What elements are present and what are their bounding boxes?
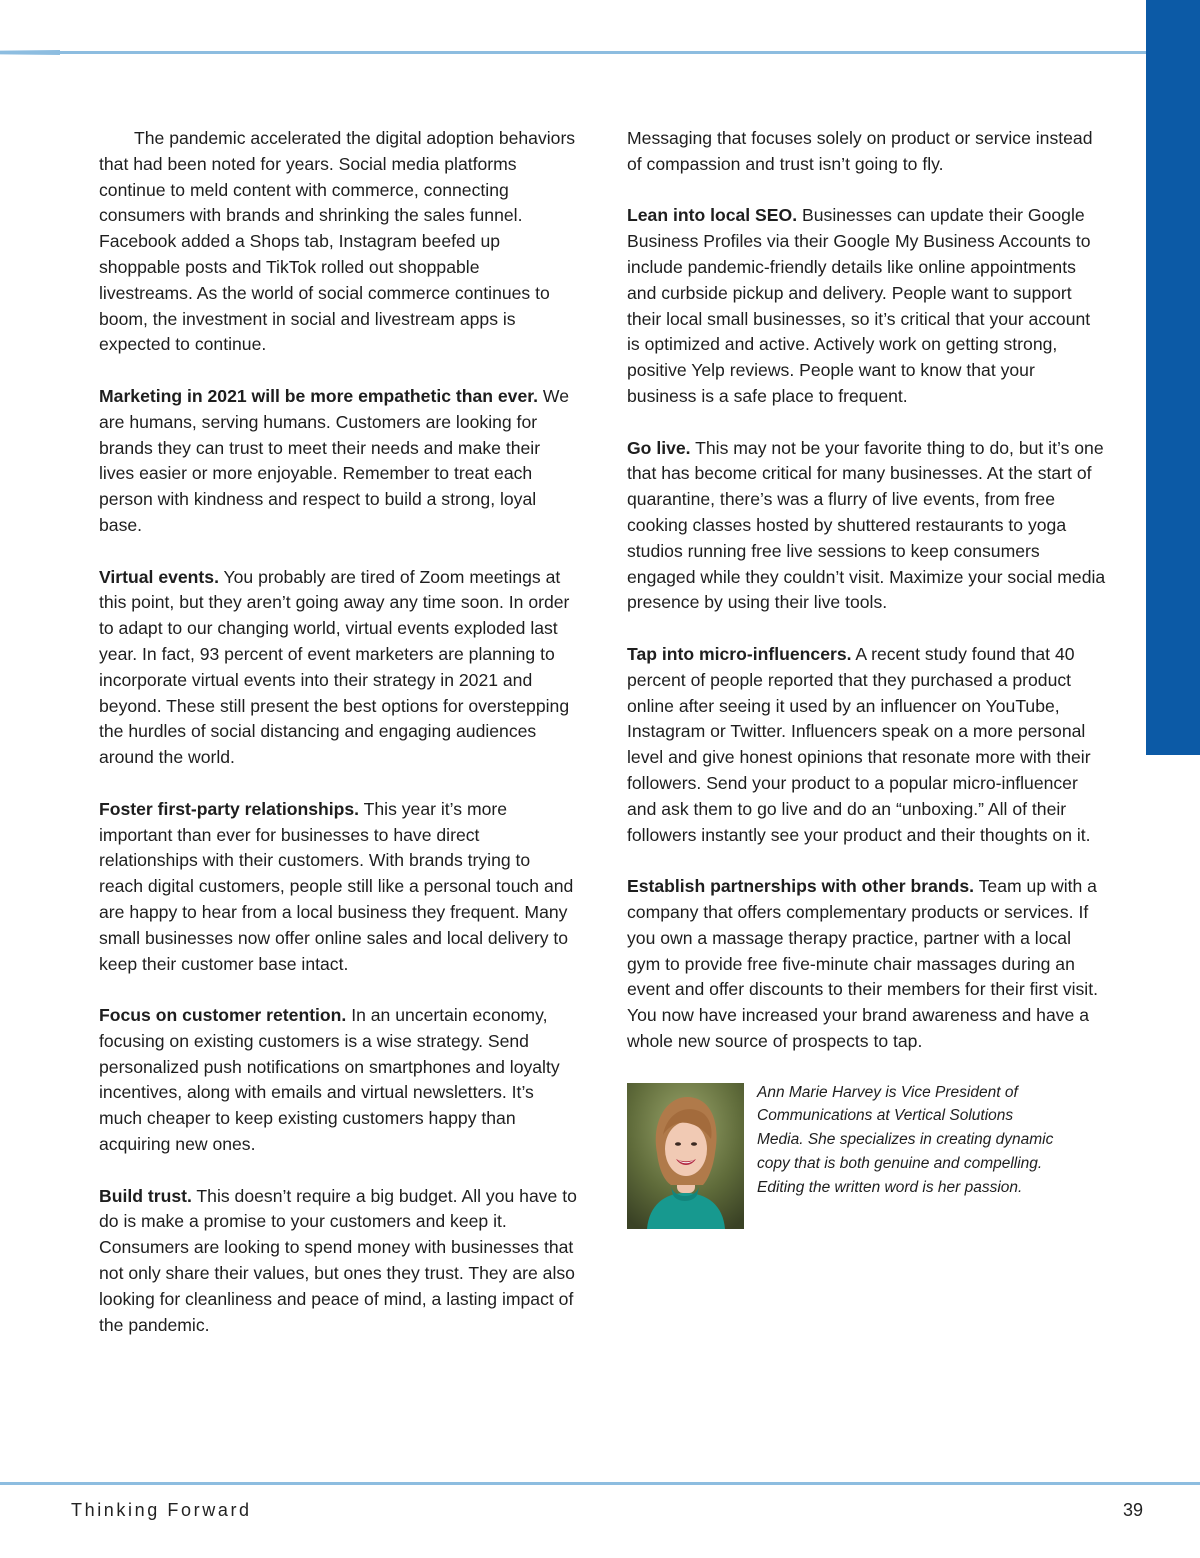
paragraph-body: The pandemic accelerated the digital adoption behaviors that had been noted for years. Social media platforms continue to meld content with commerce, connecting consumers with brands and shrinking the sales funnel. Facebook added a Shops tab, Instagram beefed up shoppable posts and TikTok rolled out shoppable livestreams. As the world of social commerce continues to boom, the investment in social and livestream apps is expected to continue. [99, 128, 576, 355]
paragraph-empathetic [99, 384, 577, 539]
paragraph-messaging [627, 126, 1107, 178]
right-column [627, 126, 1107, 1229]
paragraph-go-live [627, 436, 1107, 617]
author-bio-text: Ann Marie Harvey is Vice President of Communications at Vertical Solutions Media. She specializes in creating dynamic copy that is both genuine and compelling. Editing the written word is her passion. [757, 1083, 1054, 1196]
paragraph-lead: Tap into micro-influencers. [627, 643, 852, 664]
paragraph-body: Messaging that focuses solely on product or service instead of compassion and trust isn’t going to fly. [627, 128, 1093, 174]
paragraph-body: This may not be your favorite thing to do, but it’s one that has become critical for many businesses. At the start of quarantine, there’s was a flurry of live events, from free cooking classes hosted by shuttered restaurants to yoga studios running free live sessions to keep consumers engaged while they couldn’t visit. Maximize your social media presence by using their live tools. [627, 437, 1106, 613]
paragraph-lead: Virtual events. [99, 566, 219, 587]
footer-publication-title: Thinking Forward [71, 1500, 252, 1520]
paragraph-body: You probably are tired of Zoom meetings at this point, but they aren’t going away any time soon. In order to adapt to our changing world, virtual events exploded last year. In fact, 93 percent of event marketers are planning to incorporate virtual events into their strategy in 2021 and beyond. These still present the best options for overstepping the hurdles of social distancing and engaging audiences around the world. [99, 566, 570, 768]
paragraph-build-trust [99, 1184, 577, 1339]
footer-page-number: 39 [1122, 1500, 1143, 1520]
paragraph-lead: Foster first-party relationships. [99, 798, 360, 819]
paragraph-lead: Build trust. [99, 1185, 192, 1206]
paragraph-body: This doesn’t require a big budget. All you have to do is make a promise to your customers and keep it. Consumers are looking to spend money with businesses that not only share their values, but ones they trust. They are also looking for cleanliness and peace of mind, a lasting impact of the pandemic. [99, 1185, 577, 1335]
author-portrait [627, 1083, 744, 1229]
paragraph-lead: Lean into local SEO. [627, 205, 798, 226]
paragraph-first-party [99, 797, 577, 978]
side-accent-tab [1146, 0, 1200, 755]
paragraph-body: This year it’s more important than ever for businesses to have direct relationships with their customers. With brands trying to reach digital customers, people still like a personal touch and are happy to hear from a local business they frequent. Many small businesses now offer online sales and local delivery to keep their customer base intact. [99, 798, 574, 974]
top-rule [0, 51, 1146, 54]
paragraph-body: We are humans, serving humans. Customers are looking for brands they can trust to meet their needs and make their lives easier or more enjoyable. Remember to treat each person with kindness and respect to build a strong, loyal base. [99, 385, 569, 535]
paragraph-body: In an uncertain economy, focusing on existing customers is a wise strategy. Send personalized push notifications on smartphones and loyalty incentives, along with emails and virtual newsletters. It’s much cheaper to keep existing customers happy than acquiring new ones. [99, 1005, 560, 1155]
paragraph-lead: Go live. [627, 437, 691, 458]
paragraph-intro [99, 126, 577, 358]
paragraph-body: A recent study found that 40 percent of people reported that they purchased a product online after seeing it used by an influencer on YouTube, Instagram or Twitter. Influencers speak on a more personal level and give honest opinions that resonate more with their followers. Send your product to a popular micro-influencer and ask them to go live and do an “unboxing.” All of their followers instantly see your product and their thoughts on it. [627, 643, 1091, 845]
paragraph-lead: Focus on customer retention. [99, 1005, 347, 1026]
paragraph-body: Team up with a company that offers complementary products or services. If you own a massage therapy practice, partner with a local gym to provide free five-minute chair massages during an event and offer discounts to their members for their first visit. You now have increased your brand awareness and have a whole new source of prospects to tap. [627, 876, 1098, 1051]
bottom-rule [0, 1482, 1200, 1485]
paragraph-local-seo [627, 203, 1107, 409]
author-bio [627, 1083, 1107, 1229]
paragraph-micro-influencers [627, 642, 1107, 848]
paragraph-retention [99, 1003, 577, 1158]
paragraph-body: Businesses can update their Google Business Profiles via their Google My Business Accounts to include pandemic-friendly details like online appointments and curbside pickup and delivery. People want to support their local small businesses, so it’s critical that your account is optimized and active. Actively work on getting strong, positive Yelp reviews. People want to know that your business is a safe place to frequent. [627, 205, 1091, 406]
paragraph-virtual-events [99, 565, 577, 771]
paragraph-lead: Marketing in 2021 will be more empathetic than ever. [99, 385, 539, 406]
paragraph-lead: Establish partnerships with other brands. [627, 876, 975, 897]
paragraph-partnerships [627, 874, 1107, 1055]
left-column [99, 126, 577, 1364]
